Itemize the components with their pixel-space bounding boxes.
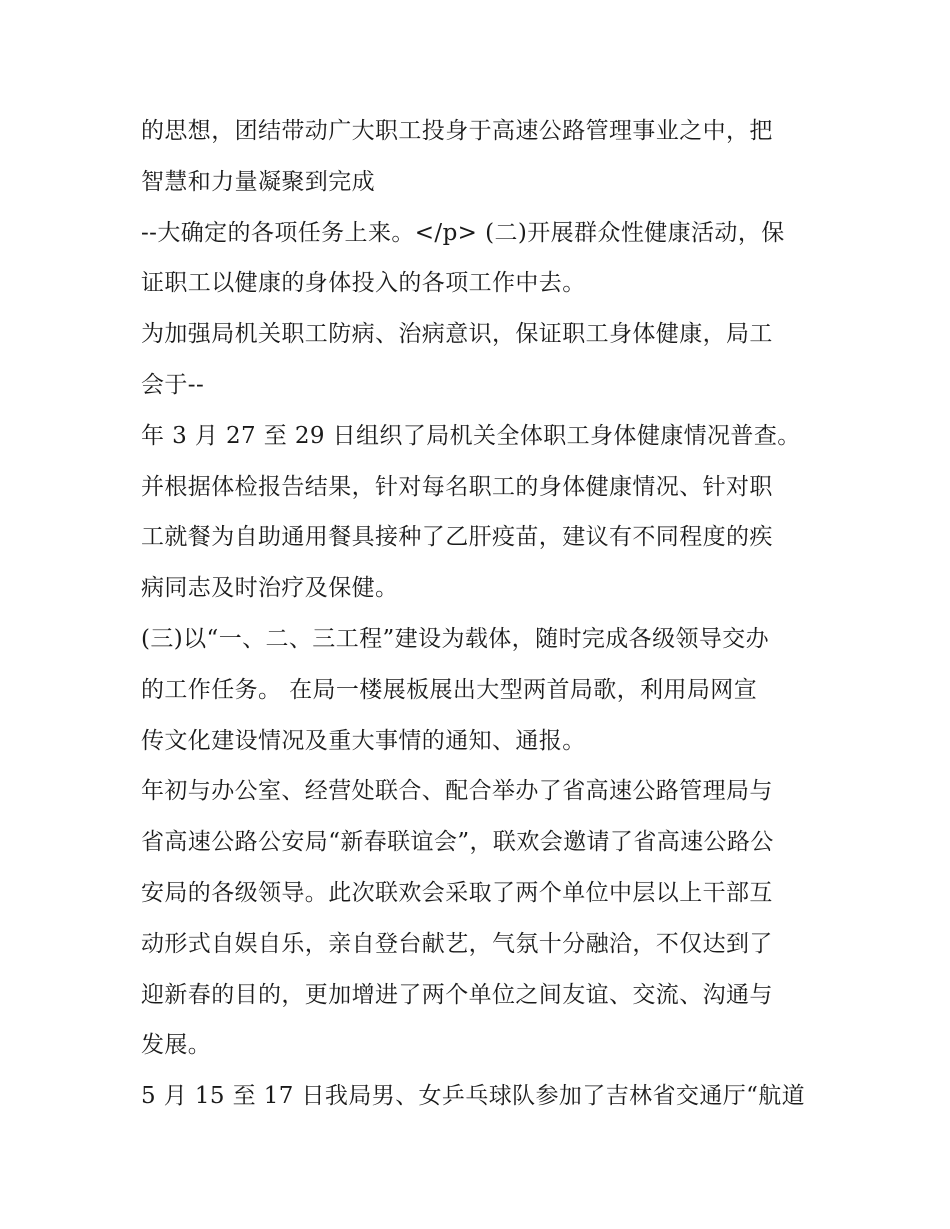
text-line: 年 3 月 27 至 29 日组织了局机关全体职工身体健康情况普查。 [141,422,801,449]
text-line: 为加强局机关职工防病、治病意识，保证职工身体健康，局工 [141,321,773,348]
text-line: 传文化建设情况及重大事情的通知、通报。 [141,727,586,754]
text-line: 并根据体检报告结果，针对每名职工的身体健康情况、针对职 [141,473,773,500]
text-line: 会于-- [141,371,205,398]
text-line: 动形式自娱自乐，亲自登台献艺，气氛十分融洽，不仅达到了 [141,930,773,957]
text-line: 工就餐为自助通用餐具接种了乙肝疫苗，建议有不同程度的疾 [141,524,773,551]
text-line: (三)以“一、二、三工程”建设为载体，随时完成各级领导交办 [141,625,770,652]
text-line: 5 月 15 至 17 日我局男、女乒乓球队参加了吉林省交通厅“航道 [141,1083,806,1110]
text-line: 省高速公路公安局“新春联谊会”，联欢会邀请了省高速公路公 [141,829,774,856]
text-line: 的工作任务。 在局一楼展板展出大型两首局歌，利用局网宣 [141,676,758,703]
text-line: 年初与办公室、经营处联合、配合举办了省高速公路管理局与 [141,778,773,805]
text-line: --大确定的各项任务上来。</p> (二)开展群众性健康活动，保 [141,219,785,246]
document-body [141,106,821,1122]
text-line: 智慧和力量凝聚到完成 [141,168,375,195]
text-line: 病同志及时治疗及保健。 [141,575,399,602]
text-line: 迎新春的目的，更加增进了两个单位之间友谊、交流、沟通与 [141,981,773,1008]
text-line: 安局的各级领导。此次联欢会采取了两个单位中层以上干部互 [141,879,773,906]
text-line: 证职工以健康的身体投入的各项工作中去。 [141,270,586,297]
text-line: 的思想，团结带动广大职工投身于高速公路管理事业之中，把 [141,118,773,144]
text-line: 发展。 [141,1032,212,1059]
